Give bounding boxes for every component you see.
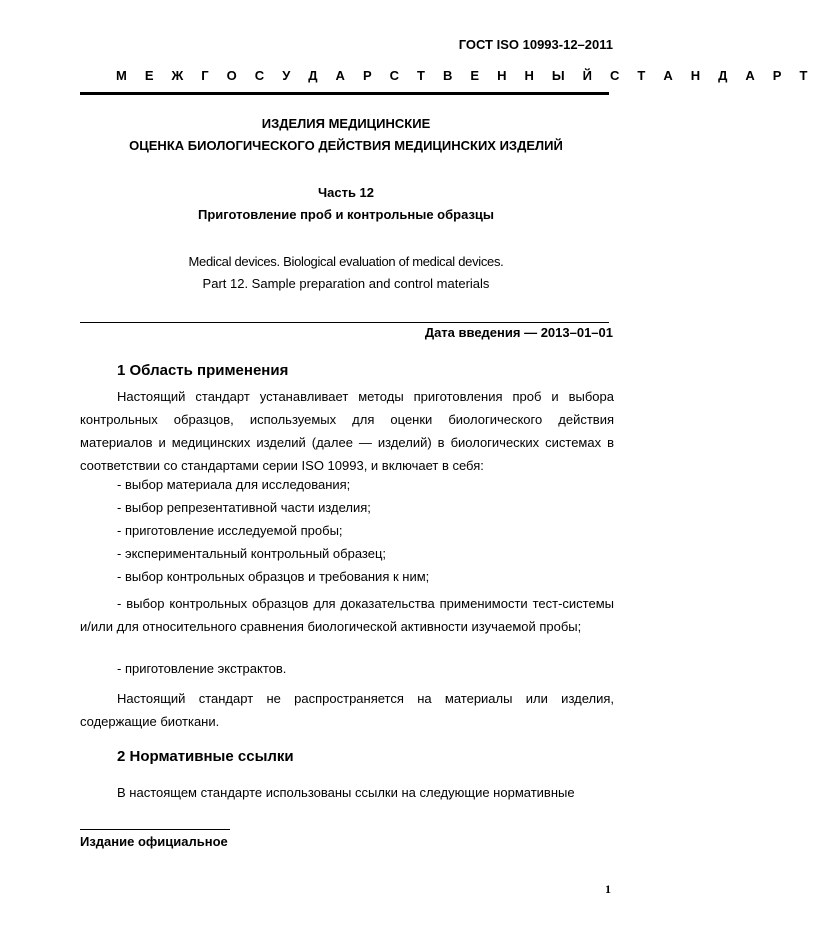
title-rule	[80, 322, 609, 323]
official-edition-label: Издание официальное	[80, 834, 228, 849]
interstate-standard-heading: М Е Ж Г О С У Д А Р С Т В Е Н Н Ы Й С Т А Н Д А Р Т	[116, 68, 815, 83]
list-item: - экспериментальный контрольный образец;	[117, 546, 387, 561]
header-rule	[80, 92, 609, 95]
english-title-line-2: Part 12. Sample preparation and control materials	[202, 276, 490, 291]
english-title-line-1: Medical devices. Biological evaluation of medical devices.	[188, 254, 504, 269]
footer-rule	[80, 829, 230, 830]
list-item: - приготовление исследуемой пробы;	[117, 523, 343, 538]
part-label: Часть 12	[317, 185, 375, 200]
section-2-heading: 2 Нормативные ссылки	[117, 748, 294, 765]
section-1-paragraph: Настоящий стандарт устанавливает методы приготовления проб и выбора контрольных образцов, используемых для оценки биологического действия материалов и медицинских изделий (далее — изделий) в биологических системах в соответствии со стандартами серии ISO 10993, и включает в себя:	[80, 389, 614, 473]
list-item: - выбор репрезентативной части изделия;	[117, 500, 371, 515]
list-item: - выбор материала для исследования;	[117, 477, 351, 492]
title-line-2: ОЦЕНКА БИОЛОГИЧЕСКОГО ДЕЙСТВИЯ МЕДИЦИНСКИХ ИЗДЕЛИЙ	[129, 138, 563, 153]
list-item-long: - выбор контрольных образцов для доказательства применимости тест-системы и/или для относительного сравнения биологической активности изучаемой пробы;	[80, 596, 614, 634]
standard-number: ГОСТ ISO 10993-12–2011	[458, 37, 613, 52]
page-number: 1	[605, 882, 611, 896]
introduction-date: Дата введения — 2013–01–01	[424, 325, 613, 340]
section-2-paragraph: В настоящем стандарте использованы ссылки на следующие нормативные	[117, 785, 575, 800]
list-item: - выбор контрольных образцов и требования к ним;	[117, 569, 430, 584]
list-item: - приготовление экстрактов.	[117, 661, 287, 676]
section-1-heading: 1 Область применения	[117, 362, 289, 379]
part-subtitle: Приготовление проб и контрольные образцы	[197, 207, 495, 222]
title-line-1: ИЗДЕЛИЯ МЕДИЦИНСКИЕ	[261, 116, 431, 131]
section-1-exclusion: Настоящий стандарт не распространяется на материалы или изделия, содержащие биоткани.	[80, 691, 614, 729]
